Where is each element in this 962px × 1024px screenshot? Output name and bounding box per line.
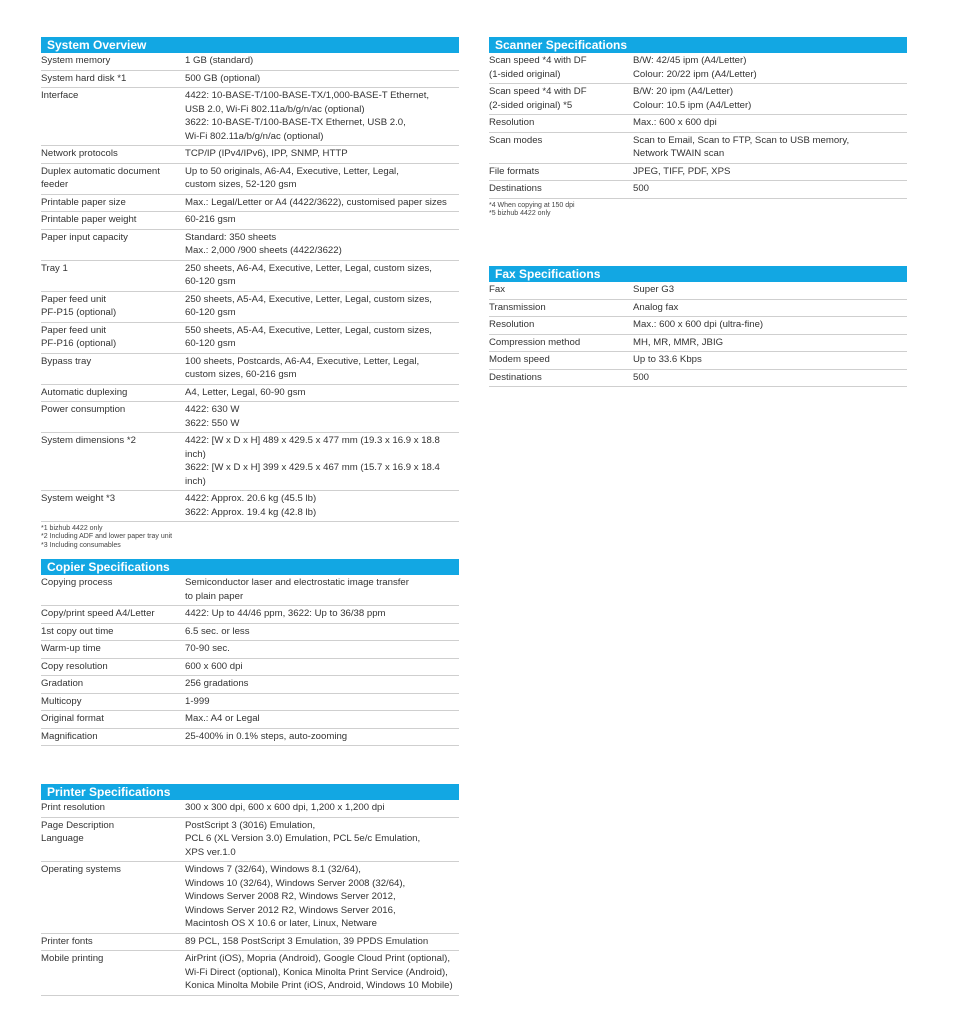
spec-label: File formats xyxy=(489,165,540,177)
spec-label: Transmission xyxy=(489,301,546,313)
spec-label: Scan speed *4 with DF (2-sided original) *5 xyxy=(489,86,587,111)
spec-row xyxy=(489,300,907,318)
spec-label: Resolution xyxy=(489,117,535,128)
spec-value: 4422: [W x D x H] 489 x 429.5 x 477 mm (19.3 x 16.9 x 18.8 inch) 3622: [W x D x H] 399 x 429.5 x 467 mm (15.7 x 16.9 x 18.4 inch) xyxy=(185,435,440,487)
spec-row xyxy=(41,606,459,624)
spec-label: Fax xyxy=(489,284,505,295)
spec-row xyxy=(41,323,459,354)
spec-row xyxy=(41,641,459,659)
spec-value: Scan to Email, Scan to FTP, Scan to USB memory, Network TWAIN scan xyxy=(633,134,850,159)
spec-row xyxy=(489,53,907,84)
spec-label: Destinations xyxy=(489,371,542,383)
spec-value: Semiconductor laser and electrostatic image transfer to plain paper xyxy=(185,577,409,602)
spec-row xyxy=(489,352,907,370)
spec-value: 89 PCL, 158 PostScript 3 Emulation, 39 PPDS Emulation xyxy=(185,935,429,947)
spec-table xyxy=(489,53,907,199)
spec-value: 1 GB (standard) xyxy=(185,55,254,66)
copier-specifications-section xyxy=(41,559,459,746)
spec-label: Magnification xyxy=(41,730,98,742)
spec-label: Printer fonts xyxy=(41,935,93,947)
spec-label: Destinations xyxy=(489,183,542,194)
spec-row xyxy=(489,370,907,388)
spec-value: MH, MR, MMR, JBIG xyxy=(633,336,724,348)
spec-value: B/W: 42/45 ipm (A4/Letter) Colour: 20/22 ipm (A4/Letter) xyxy=(633,55,757,80)
section-header: Fax Specifications xyxy=(489,266,907,282)
spec-row xyxy=(489,133,907,164)
spec-row xyxy=(41,261,459,292)
spec-row xyxy=(41,862,459,934)
spec-row xyxy=(41,575,459,606)
spec-row xyxy=(41,402,459,433)
spec-label: 1st copy out time xyxy=(41,625,114,637)
spec-row xyxy=(41,71,459,89)
spec-value: 250 sheets, A5-A4, Executive, Letter, Legal, custom sizes, 60-120 gsm xyxy=(185,293,432,318)
scanner-specifications-section xyxy=(489,37,907,218)
spec-value: 550 sheets, A5-A4, Executive, Letter, Legal, custom sizes, 60-120 gsm xyxy=(185,324,432,349)
spec-row xyxy=(41,146,459,164)
spec-row xyxy=(41,354,459,385)
spec-label: Paper feed unit PF-P15 (optional) xyxy=(41,293,117,318)
spec-value: PostScript 3 (3016) Emulation, PCL 6 (XL Version 3.0) Emulation, PCL 5e/c Emulation, XPS ver.1.0 xyxy=(185,819,421,858)
footnotes: *4 When copying at 150 dpi *5 bizhub 4422 only xyxy=(489,201,575,217)
spec-label: Duplex automatic document feeder xyxy=(41,165,160,190)
spec-row xyxy=(41,491,459,522)
spec-label: Page Description Language xyxy=(41,819,115,844)
spec-value: Windows 7 (32/64), Windows 8.1 (32/64), Windows 10 (32/64), Windows Server 2008 (32/64), Windows Server 2008 R2, Windows Server 2012, Windows Server 2012 R2, Windows Server 2016, Macintosh OS X 10.6 or later, Linux, Netware xyxy=(185,864,406,929)
spec-label: Print resolution xyxy=(41,802,105,813)
spec-value: 4422: 10-BASE-T/100-BASE-TX/1,000-BASE-T Ethernet, USB 2.0, Wi-Fi 802.11a/b/g/n/ac (optional) 3622: 10-BASE-T/100-BASE-TX Ethernet, USB 2.0, Wi-Fi 802.11a/b/g/n/ac (optional) xyxy=(185,90,430,142)
spec-value: Max.: A4 or Legal xyxy=(185,713,260,724)
spec-label: Modem speed xyxy=(489,354,550,365)
spec-label: Scan speed *4 with DF (1-sided original) xyxy=(489,55,587,80)
spec-label: Interface xyxy=(41,90,79,101)
spec-label: Power consumption xyxy=(41,404,126,415)
section-header: System Overview xyxy=(41,37,459,53)
spec-row xyxy=(489,335,907,353)
spec-table xyxy=(41,53,459,522)
spec-label: Printable paper size xyxy=(41,196,126,208)
spec-label: Resolution xyxy=(489,319,535,330)
section-header: Printer Specifications xyxy=(41,784,459,800)
spec-label: Paper feed unit PF-P16 (optional) xyxy=(41,324,117,349)
spec-value: 25-400% in 0.1% steps, auto-zooming xyxy=(185,730,348,742)
spec-row xyxy=(41,711,459,729)
spec-label: Warm-up time xyxy=(41,643,101,654)
spec-row xyxy=(41,624,459,642)
spec-label: System memory xyxy=(41,55,111,66)
spec-value: Standard: 350 sheets Max.: 2,000 /900 sheets (4422/3622) xyxy=(185,231,342,256)
spec-row xyxy=(41,230,459,261)
spec-table xyxy=(489,282,907,387)
spec-label: Tray 1 xyxy=(41,262,68,274)
spec-row xyxy=(489,115,907,133)
spec-label: Printable paper weight xyxy=(41,214,137,225)
spec-value: 600 x 600 dpi xyxy=(185,660,243,672)
spec-value: Max.: 600 x 600 dpi (ultra-fine) xyxy=(633,319,764,330)
spec-table xyxy=(41,575,459,746)
spec-row xyxy=(41,292,459,323)
spec-row xyxy=(489,164,907,182)
spec-label: Copy/print speed A4/Letter xyxy=(41,608,155,619)
spec-label: Multicopy xyxy=(41,695,82,707)
spec-value: A4, Letter, Legal, 60-90 gsm xyxy=(185,386,306,398)
spec-label: Network protocols xyxy=(41,148,118,159)
spec-label: Paper input capacity xyxy=(41,231,128,243)
spec-value: B/W: 20 ipm (A4/Letter) Colour: 10.5 ipm (A4/Letter) xyxy=(633,86,752,111)
spec-label: Automatic duplexing xyxy=(41,386,128,398)
spec-value: 1-999 xyxy=(185,695,210,707)
spec-value: 500 xyxy=(633,371,650,383)
section-header: Copier Specifications xyxy=(41,559,459,575)
spec-label: Mobile printing xyxy=(41,953,104,964)
spec-value: 500 GB (optional) xyxy=(185,72,261,84)
spec-value: 4422: 630 W 3622: 550 W xyxy=(185,404,240,429)
spec-value: AirPrint (iOS), Mopria (Android), Google Cloud Print (optional), Wi-Fi Direct (optional), Konica Minolta Print Service (Android), Konica Minolta Mobile Print (iOS, Android, Windows 10 Mobile) xyxy=(185,953,453,991)
spec-label: System dimensions *2 xyxy=(41,435,136,446)
spec-value: 250 sheets, A6-A4, Executive, Letter, Legal, custom sizes, 60-120 gsm xyxy=(185,262,432,287)
spec-row xyxy=(41,934,459,952)
spec-label: Bypass tray xyxy=(41,355,92,367)
spec-label: Copy resolution xyxy=(41,660,108,672)
spec-label: System weight *3 xyxy=(41,493,116,504)
spec-value: 300 x 300 dpi, 600 x 600 dpi, 1,200 x 1,200 dpi xyxy=(185,802,385,813)
spec-table xyxy=(41,800,459,996)
spec-row xyxy=(41,951,459,996)
spec-value: Super G3 xyxy=(633,284,675,295)
spec-value: Max.: 600 x 600 dpi xyxy=(633,117,717,128)
system-overview-section xyxy=(41,37,459,550)
spec-row xyxy=(41,676,459,694)
spec-label: Copying process xyxy=(41,577,113,588)
spec-value: Up to 33.6 Kbps xyxy=(633,354,702,365)
spec-value: 6.5 sec. or less xyxy=(185,625,250,637)
spec-value: 500 xyxy=(633,183,650,194)
spec-row xyxy=(41,694,459,712)
fax-specifications-section xyxy=(489,266,907,387)
spec-value: JPEG, TIFF, PDF, XPS xyxy=(633,165,731,177)
spec-row xyxy=(489,181,907,199)
spec-label: System hard disk *1 xyxy=(41,72,127,84)
spec-row xyxy=(41,53,459,71)
spec-label: Operating systems xyxy=(41,864,121,875)
spec-row xyxy=(489,317,907,335)
spec-row xyxy=(41,164,459,195)
section-header: Scanner Specifications xyxy=(489,37,907,53)
spec-label: Compression method xyxy=(489,336,581,348)
spec-value: 60-216 gsm xyxy=(185,214,236,225)
spec-label: Gradation xyxy=(41,678,84,689)
spec-value: TCP/IP (IPv4/IPv6), IPP, SNMP, HTTP xyxy=(185,148,348,159)
spec-row xyxy=(41,729,459,747)
spec-row xyxy=(41,212,459,230)
spec-value: Up to 50 originals, A6-A4, Executive, Letter, Legal, custom sizes, 52-120 gsm xyxy=(185,165,399,190)
spec-value: Analog fax xyxy=(633,301,679,313)
spec-row xyxy=(41,659,459,677)
spec-row xyxy=(41,818,459,863)
spec-label: Original format xyxy=(41,713,104,724)
spec-value: Max.: Legal/Letter or A4 (4422/3622), customised paper sizes xyxy=(185,196,447,208)
spec-row xyxy=(41,385,459,403)
spec-row xyxy=(41,800,459,818)
spec-label: Scan modes xyxy=(489,134,543,146)
printer-specifications-section xyxy=(41,784,459,996)
spec-value: 256 gradations xyxy=(185,678,249,689)
spec-row xyxy=(489,84,907,115)
footnotes: *1 bizhub 4422 only *2 Including ADF and lower paper tray unit *3 Including consumables xyxy=(41,525,173,549)
spec-value: 70-90 sec. xyxy=(185,643,230,654)
spec-row xyxy=(41,433,459,491)
spec-value: 4422: Approx. 20.6 kg (45.5 lb) 3622: Approx. 19.4 kg (42.8 lb) xyxy=(185,493,317,518)
spec-row xyxy=(41,195,459,213)
spec-row xyxy=(41,88,459,146)
spec-row xyxy=(489,282,907,300)
spec-value: 100 sheets, Postcards, A6-A4, Executive, Letter, Legal, custom sizes, 60-216 gsm xyxy=(185,355,420,380)
spec-value: 4422: Up to 44/46 ppm, 3622: Up to 36/38 ppm xyxy=(185,608,386,619)
